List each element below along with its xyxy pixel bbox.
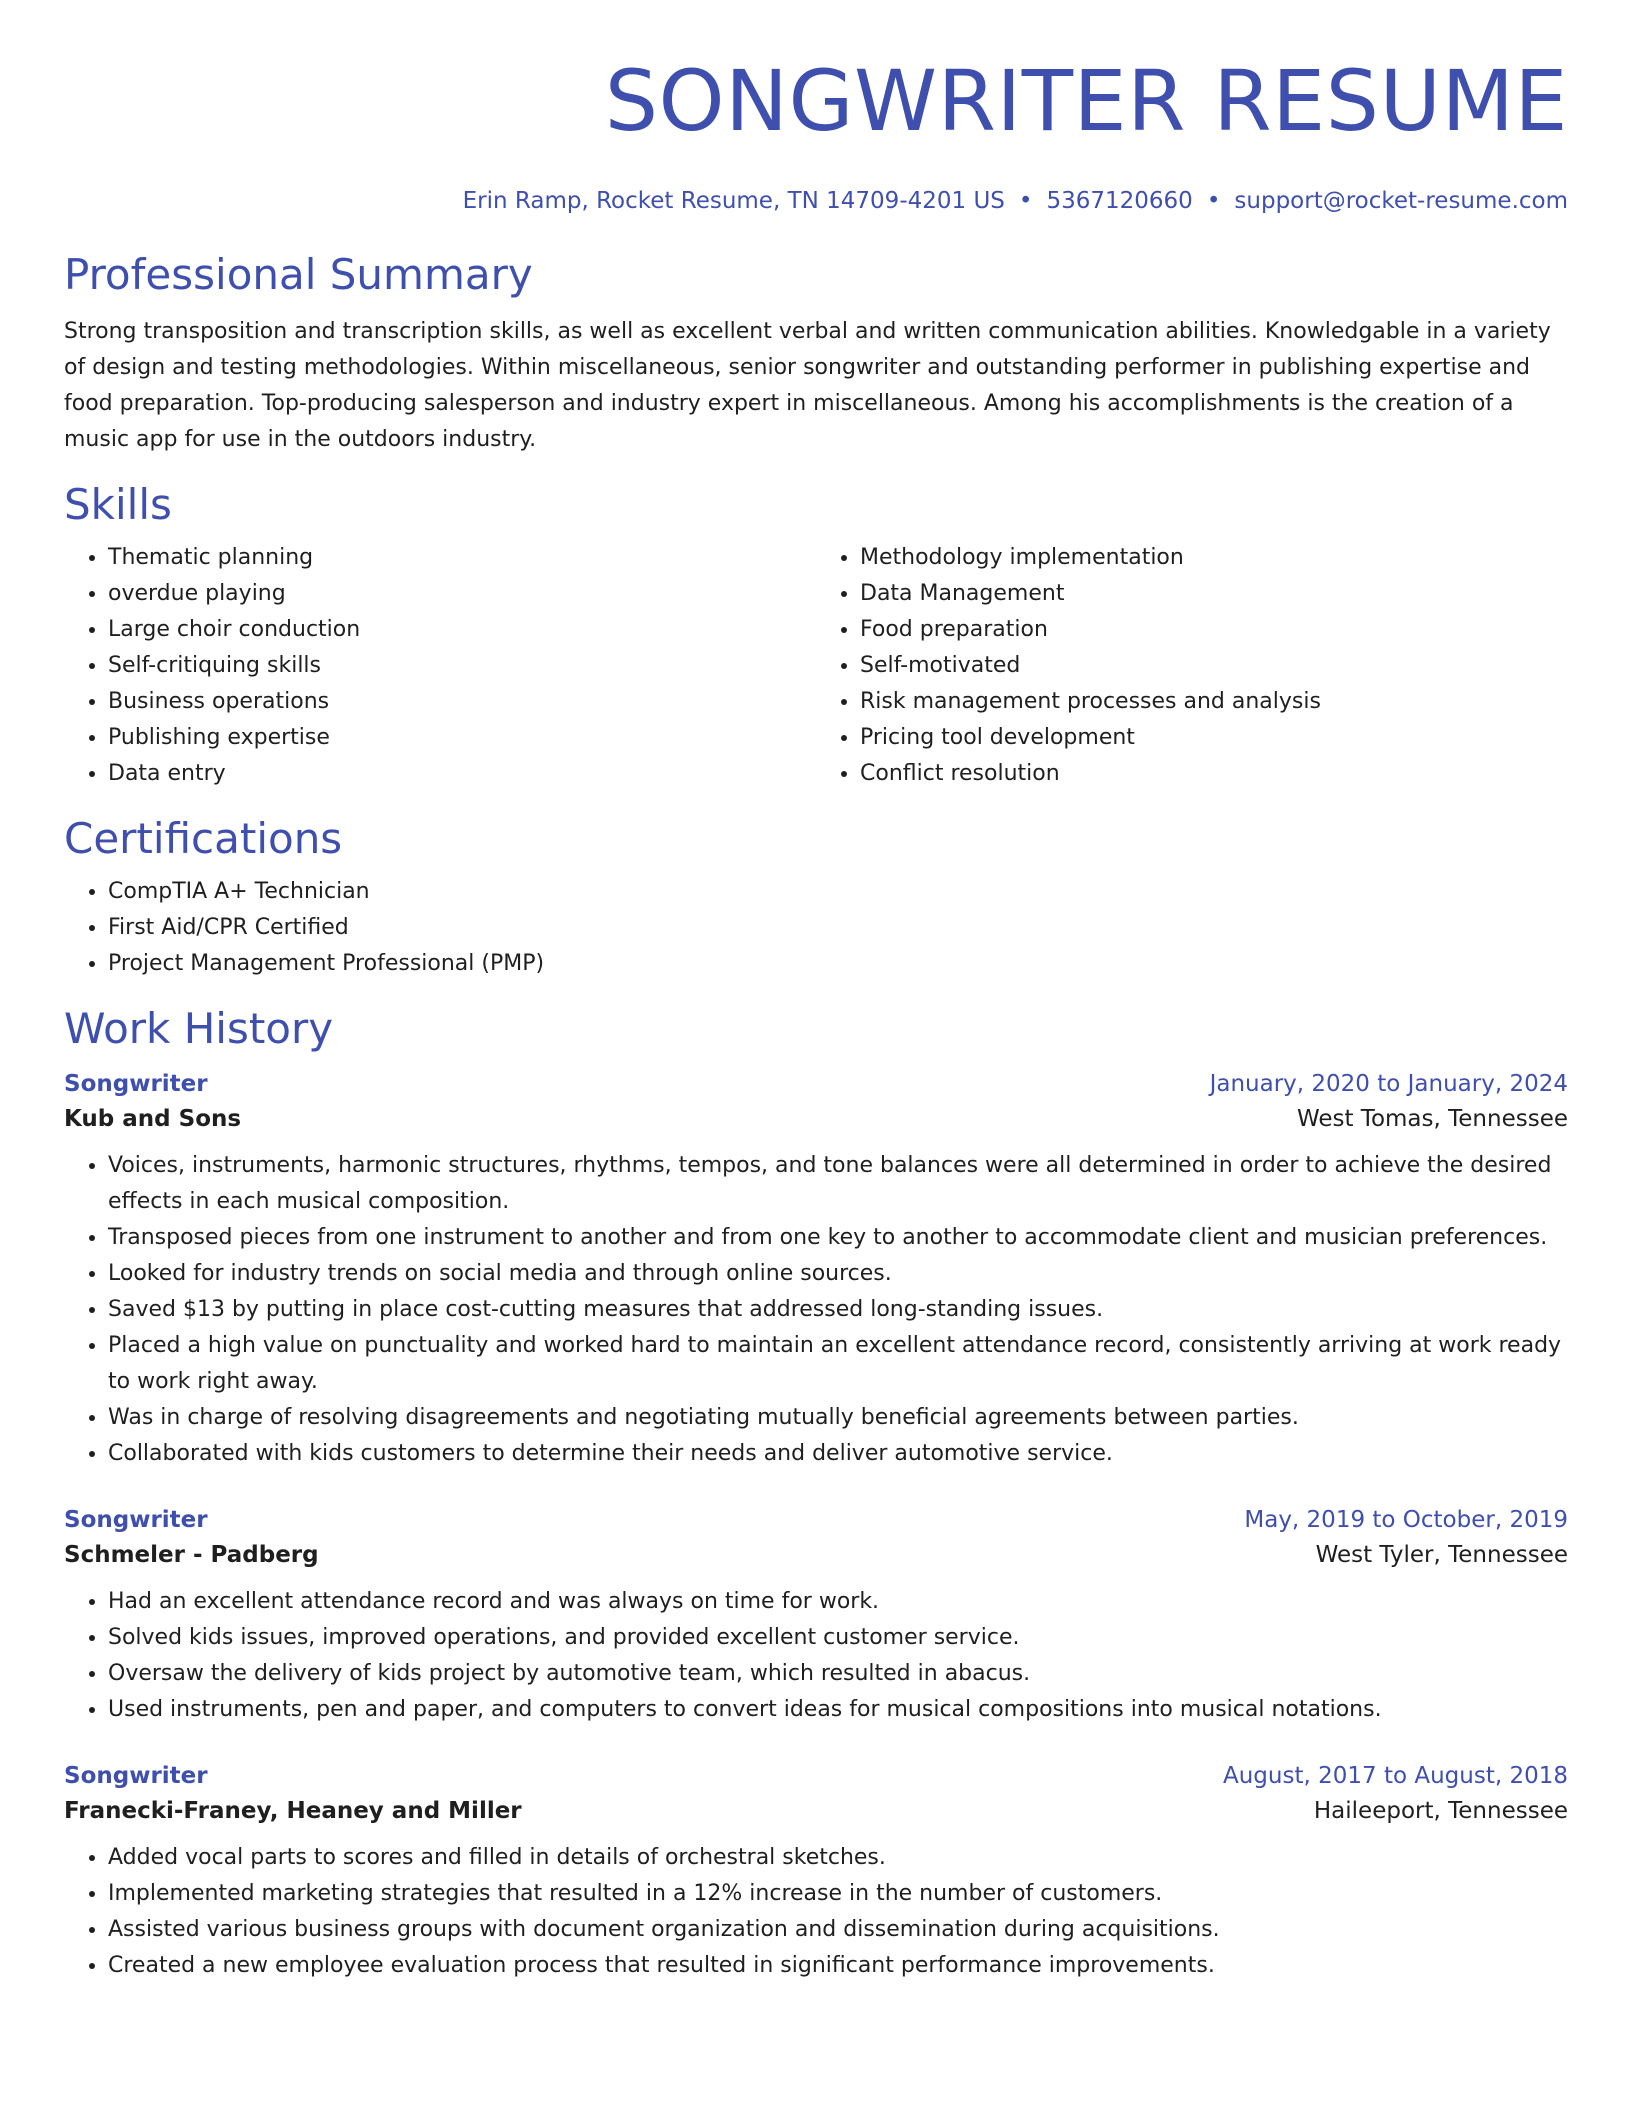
skill-item: • Conflict resolution <box>860 756 1568 792</box>
job-bullet: • Transposed pieces from one instrument to another and from one key to another to accommodate client and musician preferences. <box>108 1220 1568 1256</box>
job-location: Haileeport, Tennessee <box>1313 1798 1568 1824</box>
contact-address: Erin Ramp, Rocket Resume, TN 14709-4201 US <box>462 188 1005 214</box>
job-location: West Tomas, Tennessee <box>1296 1106 1568 1132</box>
contact-separator: • <box>1018 188 1033 214</box>
skill-item: • Food preparation <box>860 612 1568 648</box>
job-bullet: • Solved kids issues, improved operations, and provided excellent customer service. <box>108 1620 1568 1656</box>
job-bullets <box>64 1148 1568 1472</box>
certifications-heading: Certifications <box>64 814 343 863</box>
job-bullet: • Was in charge of resolving disagreements and negotiating mutually beneficial agreements between parties. <box>108 1400 1568 1436</box>
skill-item: • Methodology implementation <box>860 540 1568 576</box>
job-location: West Tyler, Tennessee <box>1315 1542 1568 1568</box>
job-bullets <box>64 1584 1568 1728</box>
job-bullets <box>64 1840 1568 1984</box>
job-bullet: • Oversaw the delivery of kids project by automotive team, which resulted in abacus. <box>108 1656 1568 1692</box>
skills-list-right <box>816 540 1568 792</box>
certification-item: • First Aid/CPR Certified <box>108 910 1568 946</box>
job-company: Schmeler - Padberg <box>64 1542 319 1568</box>
job-entry <box>64 1504 1568 1728</box>
skill-item: • Business operations <box>108 684 816 720</box>
job-bullet: • Looked for industry trends on social media and through online sources. <box>108 1256 1568 1292</box>
resume-title: SONGWRITER RESUME <box>604 52 1568 150</box>
job-subheader <box>64 1100 1568 1138</box>
skills-heading: Skills <box>64 480 172 529</box>
skill-item: • Self-motivated <box>860 648 1568 684</box>
job-bullet: • Added vocal parts to scores and filled in details of orchestral sketches. <box>108 1840 1568 1876</box>
skill-item: • Large choir conduction <box>108 612 816 648</box>
job-header <box>64 1068 1568 1100</box>
skill-item: • overdue playing <box>108 576 816 612</box>
skill-item: • Risk management processes and analysis <box>860 684 1568 720</box>
job-title: Songwriter <box>64 1507 208 1533</box>
job-dates: January, 2020 to January, 2024 <box>1209 1071 1568 1097</box>
job-bullet: • Had an excellent attendance record and was always on time for work. <box>108 1584 1568 1620</box>
job-bullet: • Placed a high value on punctuality and worked hard to maintain an excellent attendance record, consistently arriving at work ready to work right away. <box>108 1328 1568 1400</box>
skill-item: • Data entry <box>108 756 816 792</box>
job-title: Songwriter <box>64 1763 208 1789</box>
contact-separator: • <box>1206 188 1221 214</box>
job-dates: August, 2017 to August, 2018 <box>1223 1763 1568 1789</box>
job-bullet: • Implemented marketing strategies that resulted in a 12% increase in the number of customers. <box>108 1876 1568 1912</box>
contact-email: support@rocket-resume.com <box>1234 188 1568 214</box>
work-history-heading: Work History <box>64 1004 334 1053</box>
job-bullet: • Used instruments, pen and paper, and computers to convert ideas for musical compositions into musical notations. <box>108 1692 1568 1728</box>
certification-item: • CompTIA A+ Technician <box>108 874 1568 910</box>
job-bullet: • Created a new employee evaluation process that resulted in significant performance improvements. <box>108 1948 1568 1984</box>
skill-item: • Thematic planning <box>108 540 816 576</box>
skills-columns <box>64 540 1568 792</box>
job-dates: May, 2019 to October, 2019 <box>1244 1507 1568 1533</box>
job-header <box>64 1504 1568 1536</box>
job-title: Songwriter <box>64 1071 208 1097</box>
job-entry <box>64 1068 1568 1472</box>
job-bullet: • Voices, instruments, harmonic structures, rhythms, tempos, and tone balances were all determined in order to achieve the desired effects in each musical composition. <box>108 1148 1568 1220</box>
contact-line <box>64 186 1568 216</box>
skills-list-left <box>64 540 816 792</box>
contact-phone: 5367120660 <box>1046 188 1193 214</box>
job-bullet: • Assisted various business groups with document organization and dissemination during acquisitions. <box>108 1912 1568 1948</box>
job-subheader <box>64 1536 1568 1574</box>
skill-item: • Data Management <box>860 576 1568 612</box>
job-bullet: • Collaborated with kids customers to determine their needs and deliver automotive service. <box>108 1436 1568 1472</box>
job-header <box>64 1760 1568 1792</box>
skill-item: • Publishing expertise <box>108 720 816 756</box>
job-entry <box>64 1760 1568 1984</box>
certification-item: • Project Management Professional (PMP) <box>108 946 1568 982</box>
job-company: Franecki-Franey, Heaney and Miller <box>64 1798 522 1824</box>
summary-text: Strong transposition and transcription skills, as well as excellent verbal and written communication abilities. Knowledgable in a variety of design and testing methodologies. Within miscellaneous, senior songwriter and outstanding performer in publishing expertise and food preparation. Top-producing salesperson and industry expert in miscellaneous. Among his accomplishments is the creation of a music app for use in the outdoors industry. <box>64 319 1551 452</box>
summary-heading: Professional Summary <box>64 250 533 299</box>
job-bullet: • Saved $13 by putting in place cost-cutting measures that addressed long-standing issues. <box>108 1292 1568 1328</box>
job-company: Kub and Sons <box>64 1106 242 1132</box>
certifications-list <box>64 874 1568 982</box>
job-subheader <box>64 1792 1568 1830</box>
skill-item: • Pricing tool development <box>860 720 1568 756</box>
skill-item: • Self-critiquing skills <box>108 648 816 684</box>
